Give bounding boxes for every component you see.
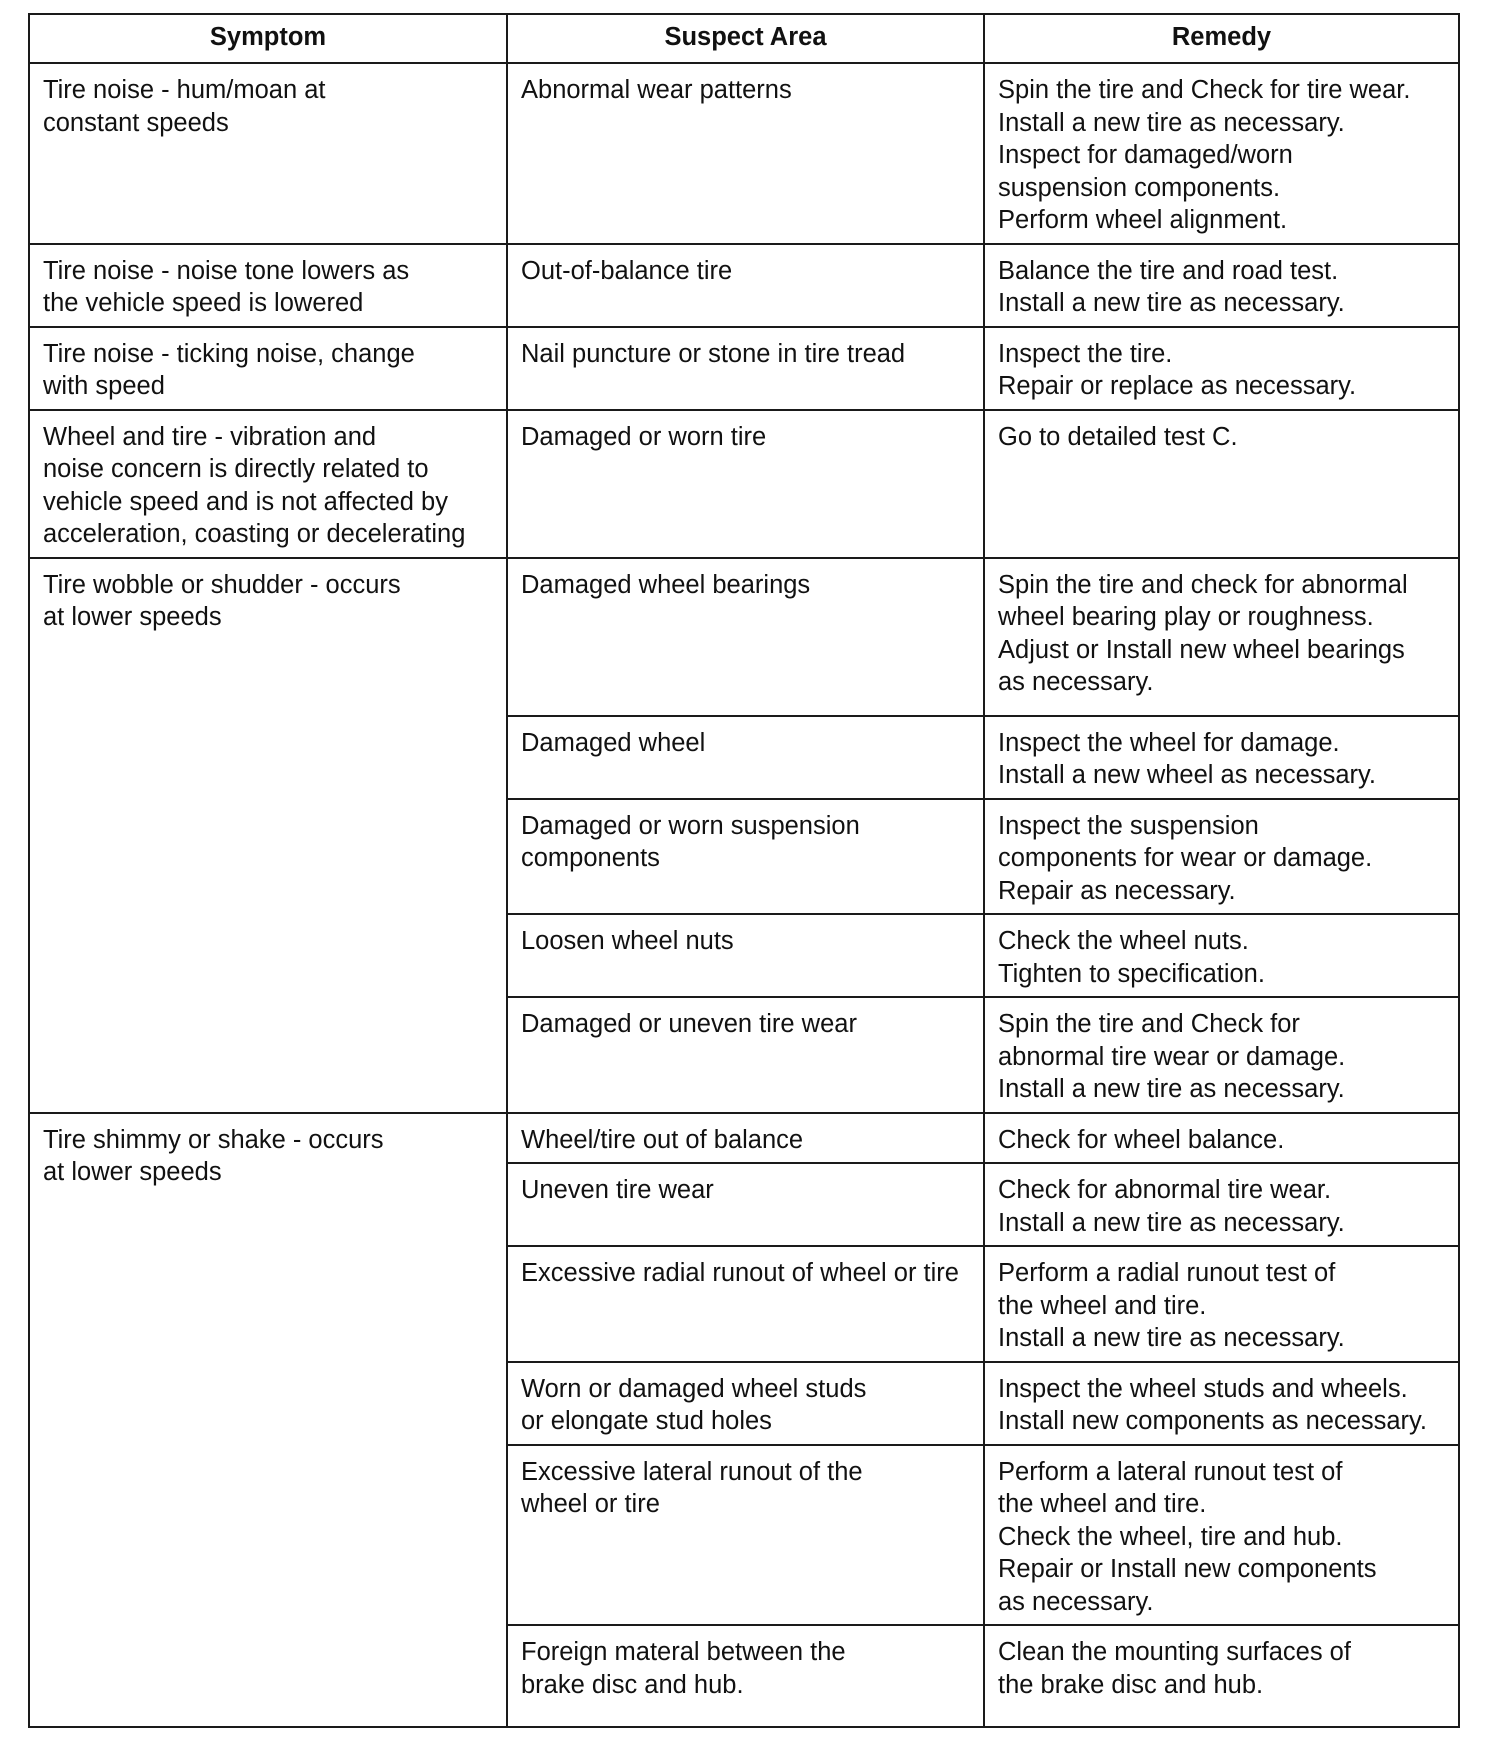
symptom-line: the vehicle speed is lowered [43, 289, 364, 317]
suspect-area-cell [507, 1362, 984, 1445]
suspect-area-line: Damaged or worn tire [521, 422, 767, 451]
remedy-line: Install new components as necessary. [998, 1407, 1427, 1435]
header-remedy: Remedy [984, 14, 1459, 63]
remedy-cell [984, 799, 1459, 915]
remedy-cell [984, 63, 1459, 244]
remedy-line: Clean the mounting surfaces of [998, 1638, 1351, 1666]
suspect-area-line: Damaged wheel [521, 728, 706, 757]
diagnosis-table [28, 13, 1460, 1728]
suspect-area-line: Foreign materal between the [521, 1638, 846, 1666]
remedy-line: Inspect for damaged/worn [998, 141, 1293, 169]
remedy-line: Check for abnormal tire wear. [998, 1176, 1332, 1204]
suspect-area-line: wheel or tire [521, 1490, 660, 1518]
remedy-cell [984, 716, 1459, 799]
suspect-area-cell [507, 1246, 984, 1362]
remedy-line: the wheel and tire. [998, 1291, 1207, 1320]
suspect-area-cell [507, 1163, 984, 1246]
remedy-line: Tighten to specification. [998, 959, 1265, 988]
remedy-line: abnormal tire wear or damage. [998, 1042, 1346, 1071]
remedy-cell [984, 558, 1459, 716]
remedy-line: wheel bearing play or roughness. [998, 603, 1374, 631]
suspect-area-line: or elongate stud holes [521, 1407, 772, 1435]
symptom-cell [29, 410, 507, 558]
suspect-area-line: Damaged or worn suspension [521, 811, 860, 840]
suspect-area-cell [507, 716, 984, 799]
symptom-line: acceleration, coasting or decelerating [43, 520, 466, 548]
table-row [29, 558, 1459, 716]
symptom-line: Wheel and tire - vibration and [43, 422, 377, 451]
symptom-line: at lower speeds [43, 603, 222, 631]
remedy-cell [984, 997, 1459, 1113]
symptom-cell [29, 244, 507, 327]
suspect-area-cell [507, 63, 984, 244]
remedy-cell [984, 244, 1459, 327]
remedy-cell [984, 1113, 1459, 1164]
symptom-cell [29, 1113, 507, 1728]
remedy-line: Check the wheel nuts. [998, 927, 1249, 955]
suspect-area-cell [507, 327, 984, 410]
remedy-cell [984, 1362, 1459, 1445]
remedy-line: Install a new wheel as necessary. [998, 761, 1376, 789]
suspect-area-cell [507, 997, 984, 1113]
suspect-area-line: Damaged wheel bearings [521, 570, 811, 599]
remedy-line: as necessary. [998, 668, 1154, 696]
remedy-line: Repair or Install new components [998, 1555, 1377, 1583]
suspect-area-line: Damaged or uneven tire wear [521, 1010, 857, 1038]
remedy-line: Perform a lateral runout test of [998, 1457, 1343, 1486]
remedy-cell [984, 914, 1459, 997]
remedy-line: Install a new tire as necessary. [998, 1324, 1345, 1352]
suspect-area-line: Out-of-balance tire [521, 256, 733, 285]
suspect-area-cell [507, 1113, 984, 1164]
symptom-line: constant speeds [43, 108, 229, 137]
remedy-line: Perform a radial runout test of [998, 1259, 1336, 1287]
suspect-area-cell [507, 558, 984, 716]
suspect-area-line: Worn or damaged wheel studs [521, 1374, 867, 1403]
remedy-line: the wheel and tire. [998, 1490, 1207, 1518]
suspect-area-cell [507, 914, 984, 997]
header-suspect-area: Suspect Area [507, 14, 984, 63]
table-row [29, 244, 1459, 327]
remedy-cell [984, 1445, 1459, 1626]
suspect-area-cell [507, 1625, 984, 1727]
remedy-line: Install a new tire as necessary. [998, 289, 1345, 317]
symptom-line: at lower speeds [43, 1158, 222, 1186]
symptom-line: Tire noise - hum/moan at [43, 76, 326, 104]
symptom-cell [29, 63, 507, 244]
suspect-area-line: brake disc and hub. [521, 1670, 744, 1699]
table-row [29, 63, 1459, 244]
remedy-line: Inspect the tire. [998, 339, 1173, 368]
suspect-area-cell [507, 1445, 984, 1626]
remedy-line: components for wear or damage. [998, 844, 1373, 872]
remedy-line: Check the wheel, tire and hub. [998, 1522, 1343, 1551]
table-row [29, 327, 1459, 410]
remedy-line: Repair as necessary. [998, 876, 1236, 905]
suspect-area-line: Abnormal wear patterns [521, 76, 792, 104]
remedy-cell [984, 327, 1459, 410]
diagnosis-page [28, 13, 1458, 1728]
remedy-cell [984, 1246, 1459, 1362]
suspect-area-line: Wheel/tire out of balance [521, 1125, 804, 1154]
table-row [29, 410, 1459, 558]
suspect-area-cell [507, 410, 984, 558]
remedy-line: Go to detailed test C. [998, 422, 1238, 451]
remedy-line: Inspect the wheel studs and wheels. [998, 1374, 1408, 1403]
table-row [29, 1113, 1459, 1164]
remedy-line: Adjust or Install new wheel bearings [998, 635, 1405, 664]
symptom-line: noise concern is directly related to [43, 455, 429, 483]
remedy-line: Spin the tire and Check for [998, 1010, 1300, 1038]
remedy-line: Install a new tire as necessary. [998, 1208, 1345, 1237]
suspect-area-line: Nail puncture or stone in tire tread [521, 339, 906, 368]
remedy-line: Inspect the suspension [998, 811, 1259, 840]
remedy-line: Spin the tire and check for abnormal [998, 570, 1408, 599]
remedy-line: as necessary. [998, 1587, 1154, 1616]
remedy-line: Install a new tire as necessary. [998, 108, 1345, 137]
remedy-line: Inspect the wheel for damage. [998, 728, 1340, 757]
remedy-line: Perform wheel alignment. [998, 206, 1288, 234]
remedy-line: Spin the tire and Check for tire wear. [998, 76, 1411, 104]
suspect-area-line: components [521, 844, 660, 872]
table-body [29, 63, 1459, 1727]
suspect-area-line: Uneven tire wear [521, 1176, 714, 1204]
header-symptom: Symptom [29, 14, 507, 63]
remedy-cell [984, 1625, 1459, 1727]
symptom-cell [29, 327, 507, 410]
remedy-line: Install a new tire as necessary. [998, 1075, 1345, 1103]
remedy-cell [984, 1163, 1459, 1246]
remedy-cell [984, 410, 1459, 558]
remedy-line: the brake disc and hub. [998, 1670, 1264, 1699]
suspect-area-line: Excessive radial runout of wheel or tire [521, 1259, 959, 1287]
remedy-line: Check for wheel balance. [998, 1125, 1285, 1154]
symptom-line: Tire wobble or shudder - occurs [43, 570, 401, 599]
symptom-line: with speed [43, 372, 165, 400]
symptom-line: Tire noise - ticking noise, change [43, 339, 415, 368]
symptom-cell [29, 558, 507, 1113]
suspect-area-cell [507, 244, 984, 327]
symptom-line: Tire shimmy or shake - occurs [43, 1125, 384, 1154]
suspect-area-line: Loosen wheel nuts [521, 927, 734, 955]
symptom-line: vehicle speed and is not affected by [43, 487, 448, 516]
symptom-line: Tire noise - noise tone lowers as [43, 256, 410, 285]
suspect-area-line: Excessive lateral runout of the [521, 1457, 863, 1486]
remedy-line: Balance the tire and road test. [998, 256, 1339, 285]
suspect-area-cell [507, 799, 984, 915]
remedy-line: suspension components. [998, 173, 1281, 202]
remedy-line: Repair or replace as necessary. [998, 372, 1357, 400]
header-row [29, 14, 1459, 63]
